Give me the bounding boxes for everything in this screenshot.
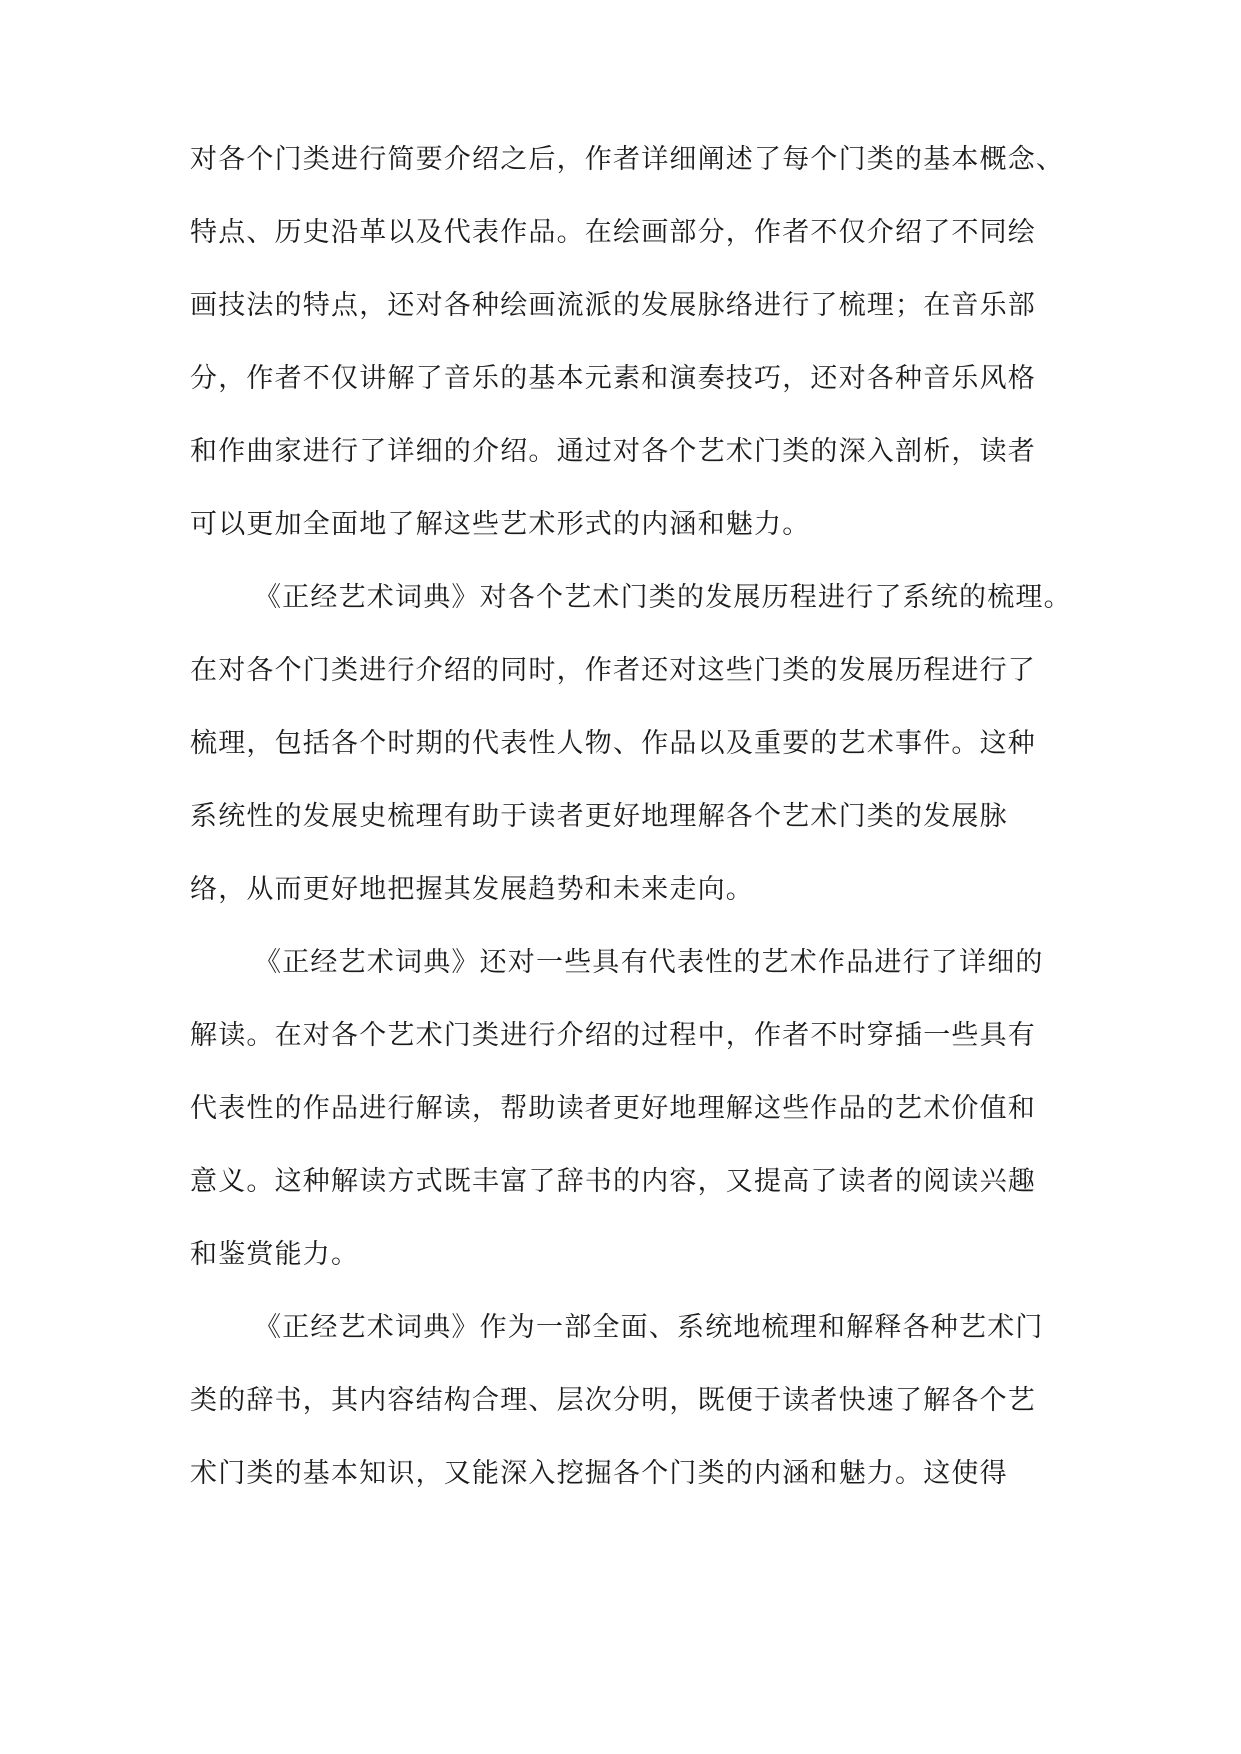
text-line: 梳理，包括各个时期的代表性人物、作品以及重要的艺术事件。这种 xyxy=(190,728,1036,759)
text-line: 解读。在对各个艺术门类进行介绍的过程中，作者不时穿插一些具有 xyxy=(190,1020,1036,1051)
text-line: 系统性的发展史梳理有助于读者更好地理解各个艺术门类的发展脉 xyxy=(190,801,1008,832)
text-line: 在对各个门类进行介绍的同时，作者还对这些门类的发展历程进行了 xyxy=(190,655,1036,686)
text-line: 可以更加全面地了解这些艺术形式的内涵和魅力。 xyxy=(190,509,811,540)
text-line: 特点、历史沿革以及代表作品。在绘画部分，作者不仅介绍了不同绘 xyxy=(190,217,1036,248)
text-line: 类的辞书，其内容结构合理、层次分明，既便于读者快速了解各个艺 xyxy=(190,1385,1036,1416)
text-line: 和作曲家进行了详细的介绍。通过对各个艺术门类的深入剖析，读者 xyxy=(190,436,1036,467)
text-line: 和鉴赏能力。 xyxy=(190,1239,360,1270)
body-text xyxy=(190,137,1070,1524)
paragraph-first-line: 《正经艺术词典》还对一些具有代表性的艺术作品进行了详细的 xyxy=(254,947,1044,978)
text-line: 代表性的作品进行解读，帮助读者更好地理解这些作品的艺术价值和 xyxy=(190,1093,1036,1124)
text-line: 对各个门类进行简要介绍之后，作者详细阐述了每个门类的基本概念、 xyxy=(190,144,1065,175)
text-line: 意义。这种解读方式既丰富了辞书的内容，又提高了读者的阅读兴趣 xyxy=(190,1166,1036,1197)
text-line: 术门类的基本知识，又能深入挖掘各个门类的内涵和魅力。这使得 xyxy=(190,1458,1008,1489)
text-line: 络，从而更好地把握其发展趋势和未来走向。 xyxy=(190,874,754,905)
text-line: 画技法的特点，还对各种绘画流派的发展脉络进行了梳理；在音乐部 xyxy=(190,290,1036,321)
paragraph-first-line: 《正经艺术词典》作为一部全面、系统地梳理和解释各种艺术门 xyxy=(254,1312,1044,1343)
paragraph-first-line: 《正经艺术词典》对各个艺术门类的发展历程进行了系统的梳理。 xyxy=(254,582,1072,613)
text-line: 分，作者不仅讲解了音乐的基本元素和演奏技巧，还对各种音乐风格 xyxy=(190,363,1036,394)
